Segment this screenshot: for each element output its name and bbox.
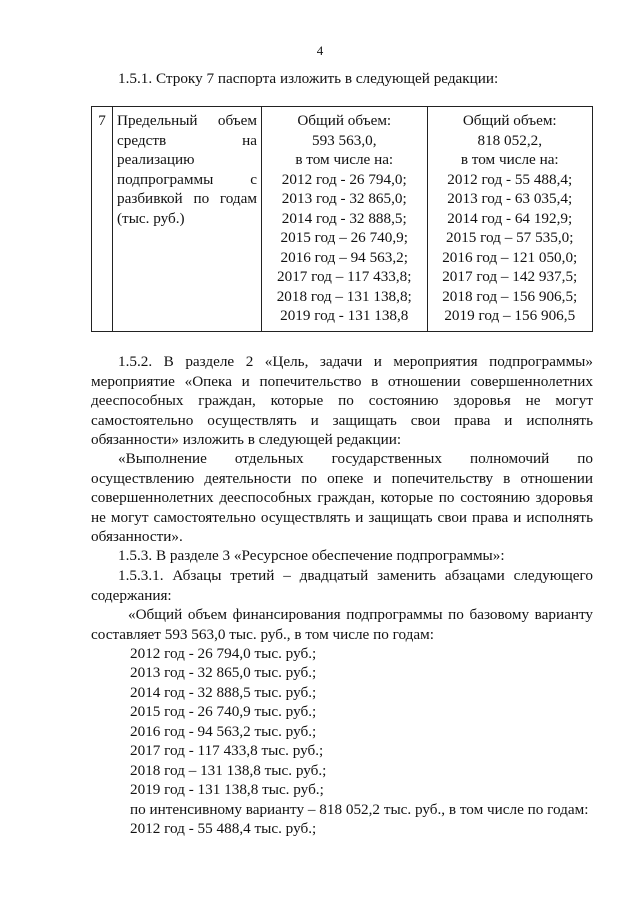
value-line: Общий объем: [297, 112, 392, 129]
value-line: 2019 год – 156 906,5 [444, 307, 576, 324]
text-line: составляет 593 563,0 тыс. руб., в том числе по годам: [91, 625, 434, 643]
value-line: в том числе на: [460, 151, 559, 168]
text-line: совершеннолетних дееспособных граждан, которые по состоянию здоровья [91, 489, 593, 506]
value-line: Общий объем: [462, 112, 557, 129]
text-line: «Общий объем финансирования подпрограммы по базовому варианту [128, 606, 593, 623]
value-line: 2018 год – 131 138,8; [276, 287, 412, 305]
value-line: 818 052,2, [477, 131, 543, 149]
value-line: 2016 год – 121 050,0; [442, 248, 578, 266]
text-line: осуществлению деятельности по опеке и попечительству в отношении [91, 469, 593, 487]
name-line: разбивкой по годам [117, 190, 257, 207]
base-year-line: 2016 год - 94 563,2 тыс. руб.; [130, 723, 317, 740]
text-line: 1.5.3.1. Абзацы третий – двадцатый заменить абзацами следующего [118, 567, 593, 584]
text-line: обязанности» изложить в следующей редакции: [91, 431, 402, 448]
base-variant-cell [262, 107, 428, 332]
value-line: 2015 год – 26 740,9; [280, 229, 408, 246]
value-line: 2014 год - 64 192,9; [447, 209, 573, 227]
base-year-line: 2019 год - 131 138,8 тыс. руб.; [130, 781, 324, 798]
intensive-variant-line: по интенсивному варианту – 818 052,2 тыс. руб., в том числе по годам: [130, 801, 589, 818]
value-line: 2018 год – 156 906,5; [442, 287, 578, 305]
value-line: 593 563,0, [311, 131, 377, 149]
value-line: в том числе на: [295, 151, 394, 168]
table-row [92, 107, 593, 332]
value-line: 2015 год – 57 535,0; [446, 229, 574, 246]
intensive-variant-cell [427, 107, 593, 332]
base-year-line: 2014 год - 32 888,5 тыс. руб.; [130, 684, 317, 701]
base-variant-paragraph [91, 605, 593, 644]
text-line: 1.5.2. В разделе 2 «Цель, задачи и мероприятия подпрограммы» [118, 353, 593, 370]
intensive-year-line: 2012 год - 55 488,4 тыс. руб.; [130, 820, 317, 837]
text-line: содержания: [91, 586, 172, 604]
base-year-line: 2012 год - 26 794,0 тыс. руб.; [130, 645, 317, 662]
row-name-cell [113, 107, 262, 332]
text-line: обязанности». [91, 528, 183, 545]
text-line: мероприятие «Опека и попечительство в отношении совершеннолетних [91, 372, 593, 390]
section-1-5-2 [91, 352, 593, 450]
value-line: 2013 год - 32 865,0; [281, 190, 407, 207]
base-year-line: 2018 год – 131 138,8 тыс. руб.; [130, 762, 327, 779]
name-line: подпрограммы с [117, 170, 257, 188]
text-line: не могут самостоятельно осуществлять и защищать свои права и исполнять [91, 508, 593, 526]
text-line: «Выполнение отдельных государственных полномочий по [118, 450, 593, 467]
section-1-5-3-1 [91, 566, 593, 605]
base-year-line: 2013 год - 32 865,0 тыс. руб.; [130, 664, 317, 681]
value-line: 2012 год - 55 488,4; [447, 170, 573, 188]
value-line: 2017 год – 117 433,8; [277, 268, 412, 285]
base-year-line: 2015 год - 26 740,9 тыс. руб.; [130, 703, 317, 720]
section-1-5-1-heading: 1.5.1. Строку 7 паспорта изложить в следующей редакции: [118, 70, 499, 87]
quote-1-5-2 [91, 449, 593, 547]
value-line: 2012 год - 26 794,0; [281, 170, 407, 188]
name-line: Предельный объем [117, 112, 257, 129]
value-line: 2013 год - 63 035,4; [447, 190, 573, 207]
page-number: 4 [316, 43, 324, 58]
text-line: дееспособных граждан, которые по состоянию здоровья не могут [91, 392, 593, 409]
value-line: 2017 год – 142 937,5; [442, 268, 578, 285]
base-year-line: 2017 год - 117 433,8 тыс. руб.; [130, 742, 324, 759]
value-line: 2014 год - 32 888,5; [281, 209, 407, 227]
value-line: 2016 год – 94 563,2; [280, 248, 408, 266]
section-1-5-3-heading: 1.5.3. В разделе 3 «Ресурсное обеспечение подпрограммы»: [118, 547, 505, 564]
name-line: реализацию [117, 151, 195, 168]
name-line: средств на [117, 131, 257, 149]
value-line: 2019 год - 131 138,8 [280, 307, 409, 324]
name-line: (тыс. руб.) [117, 209, 185, 227]
passport-table [91, 106, 593, 332]
row-number-cell: 7 [92, 107, 113, 332]
text-line: самостоятельно осуществлять и защищать свои права и исполнять [91, 411, 593, 429]
